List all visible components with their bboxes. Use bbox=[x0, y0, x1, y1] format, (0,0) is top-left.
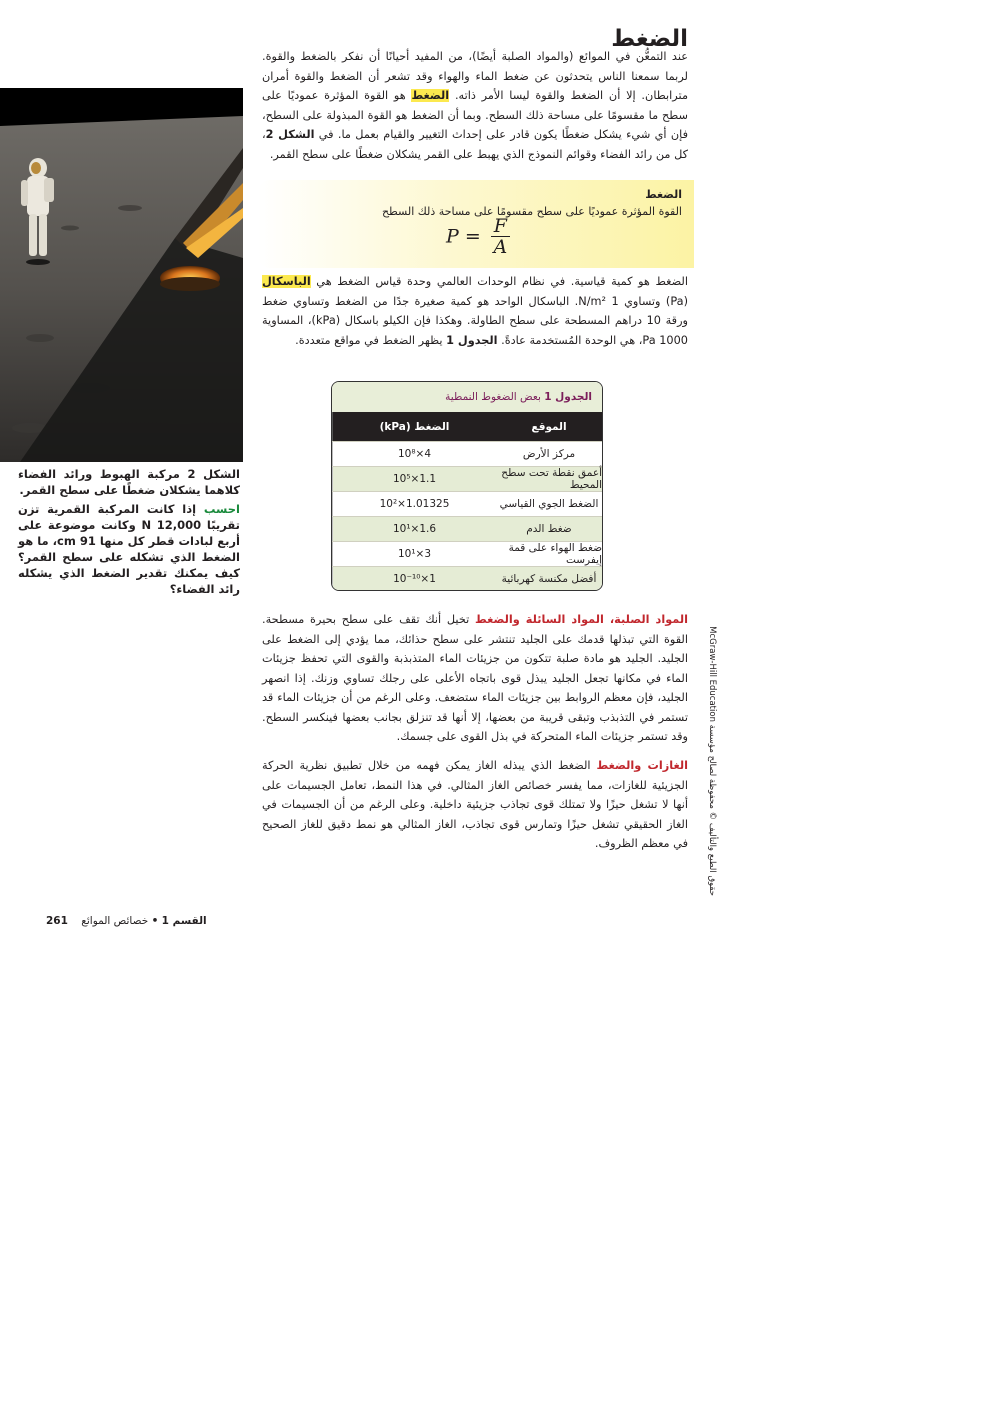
footer-bullet: • bbox=[151, 915, 159, 927]
page-number: 261 bbox=[46, 915, 68, 927]
definition-box bbox=[258, 180, 694, 268]
intro-paragraph bbox=[262, 47, 688, 164]
figure-caption-body: مركبة الهبوط ورائد الفضاء كلاهما يشكلان ضغطًا على سطح القمر. bbox=[18, 467, 240, 497]
header-pressure: الضغط (kPa) bbox=[332, 412, 496, 441]
calculate-label: احسب bbox=[203, 502, 240, 516]
gases-paragraph bbox=[262, 756, 688, 854]
definition-text: القوة المؤثرة عموديًا على سطح مقسومًا على مساحة ذلك السطح bbox=[381, 205, 682, 218]
figure-question bbox=[18, 501, 240, 597]
solids-liquids-paragraph bbox=[262, 610, 688, 747]
gases-text: الضغط الذي يبذله الغاز يمكن فهمه من خلال تطبيق نظرية الحركة الجزيئية للغازات، مما يفسر خصائص الغاز المثالي. في هذا النمط، تعامل الجسيمات على أنها لا تشغل حيزًا ولا تمتلك قوى تجاذب جزيئية داخلية. وعلى الرغم من أن الجسيمات في الغاز الحقيقي تشغل حيزًا وتمارس قوى تجاذب، الغاز المثالي هو نمط دقيق للغاز الصحيح في معظم الظروف. bbox=[262, 759, 688, 850]
gases-heading: الغازات والضغط bbox=[596, 759, 688, 772]
table-header bbox=[332, 412, 602, 441]
page-footer bbox=[46, 915, 207, 927]
figure-caption-text bbox=[18, 466, 240, 498]
intro-text-2: هو القوة المؤثرة عموديًا على سطح ما مقسومًا على مساحة ذلك السطح. وبما أن الضغط هو القوة المبذولة على السطح، فإن أي شيء يشكل ضغطًا يكون قادر على إحداث التغيير والقيام بعمل ما. في bbox=[262, 89, 689, 141]
solids-heading: المواد الصلبة، المواد السائلة والضغط bbox=[475, 613, 688, 626]
table-row bbox=[332, 466, 602, 491]
calculate-question: إذا كانت المركبة القمرية تزن تقريبًا 12,000 N وكانت موضوعة على أربع لبادات قطر كل منها 91 cm، ما هو الضغط الذي تشكله على سطح القمر؟ كيف يمكنك تقدير الضغط الذي يشكله رائد الفضاء؟ bbox=[18, 502, 240, 596]
header-location: الموقع bbox=[531, 420, 567, 433]
moon-landing-illustration bbox=[0, 88, 243, 462]
row-pressure: 1.6×10¹ bbox=[332, 517, 496, 541]
row-pressure: 1.1×10⁵ bbox=[332, 467, 496, 491]
row-location: مركز الأرض bbox=[522, 448, 576, 460]
table-reference[interactable]: الجدول 1 bbox=[446, 333, 498, 347]
pressure-table bbox=[331, 381, 603, 591]
figure-reference[interactable]: الشكل 2 bbox=[265, 128, 315, 141]
table-row bbox=[332, 516, 602, 541]
units-paragraph bbox=[262, 272, 688, 350]
formula-numerator: F bbox=[491, 216, 510, 237]
copyright-notice bbox=[705, 626, 719, 898]
solids-text: تخيل أنك تقف على سطح بحيرة مسطحة. القوة التي تبذلها قدمك على الجليد تنتشر على سطح حذائك، مما يؤدي إلى الضغط على الجليد. الجليد هو مادة صلبة تتكون من جزيئات الماء المتذبذبة والقوى التي تحفظ جزيئات الماء في مكانها تجعل الجليد يبذل قوى باتجاه الأعلى على رجلك تساوي وزنك. إذا انصهر الجليد، فإن معظم الروابط بين جزيئات الماء ستضعف. وعلى الرغم من أن جزيئات الماء قد تستمر في التذبذب وتبقى قريبة من بعضها، إلا أنها قد تنزلق بجانب بعضها فينكسر السطح. وقد تستمر جزيئات الماء المتحركة في بذل القوى على جسمك. bbox=[262, 613, 688, 743]
row-location: أفضل مكنسة كهربائية bbox=[501, 573, 597, 585]
table-row bbox=[332, 541, 602, 566]
row-pressure: 1×10⁻¹⁰ bbox=[332, 567, 496, 591]
table-label: الجدول 1 bbox=[544, 391, 592, 403]
table-title bbox=[332, 382, 602, 412]
moon-landing-photo bbox=[0, 88, 243, 462]
term-pressure: الضغط bbox=[411, 89, 450, 102]
intro-text-1: عند التمعُّن في الموائع (والمواد الصلبة أيضًا)، من المفيد أحيانًا أن نفكر بالضغط والقوة. لربما سمعنا الناس يتحدثون عن ضغط الماء والهواء وقد تشعر أن الضغط والقوة أمران مترابطان. إلا أن الضغط والقوة ليسا الأمر ذاته. bbox=[262, 50, 689, 102]
row-location: أعمق نقطة تحت سطح المحيط bbox=[501, 467, 602, 491]
table-row bbox=[332, 491, 602, 516]
formula-lhs: P = bbox=[446, 225, 481, 248]
units-text-2: (Pa) وتساوي 1 N/m². الباسكال الواحد هو كمية صغيرة جدًا من الضغط وتساوي ضغط ورقة 10 دراهم المسطحة على سطح الطاولة. وهكذا فإن الكيلو باسكال (kPa)، المساوية 1000 Pa، هي الوحدة المُستخدمة عادةً. bbox=[262, 294, 688, 347]
units-text-3: يظهر الضغط في مواقع متعددة. bbox=[295, 333, 443, 347]
row-pressure: 1.01325×10² bbox=[332, 492, 496, 516]
row-location: الضغط الجوي القياسي bbox=[499, 498, 599, 510]
row-location: ضغط الدم bbox=[526, 523, 572, 535]
intro-text-3: ، كل من رائد الفضاء وقوائم النموذج الذي يهبط على القمر يشكلان ضغطًا على سطح القمر. bbox=[262, 128, 688, 161]
footer-section-label: القسم 1 bbox=[161, 915, 207, 927]
units-text-1: الضغط هو كمية قياسية. في نظام الوحدات العالمي وحدة قياس الضغط هي bbox=[316, 275, 688, 288]
row-pressure: 3×10¹ bbox=[332, 542, 496, 566]
copyright-text: حقوق الطبع والتأليف © محفوظة لصالح مؤسسة McGraw-Hill Education bbox=[707, 626, 717, 896]
table-row bbox=[332, 566, 602, 591]
term-pascal: الباسكال bbox=[262, 275, 311, 288]
figure-caption bbox=[18, 466, 240, 597]
figure-label: الشكل 2 bbox=[187, 467, 240, 481]
footer-section-title: خصائص الموائع bbox=[81, 915, 149, 927]
row-location: ضغط الهواء على قمة إيفرست bbox=[508, 542, 602, 566]
formula-fraction bbox=[491, 216, 510, 257]
row-pressure: 4×10⁸ bbox=[332, 442, 496, 466]
pressure-formula bbox=[446, 216, 510, 257]
definition-term: الضغط bbox=[645, 188, 682, 201]
table-title-text: بعض الضغوط النمطية bbox=[445, 391, 541, 403]
section-title: الضغط bbox=[611, 26, 688, 52]
table-row bbox=[332, 441, 602, 466]
formula-denominator: A bbox=[493, 236, 508, 258]
